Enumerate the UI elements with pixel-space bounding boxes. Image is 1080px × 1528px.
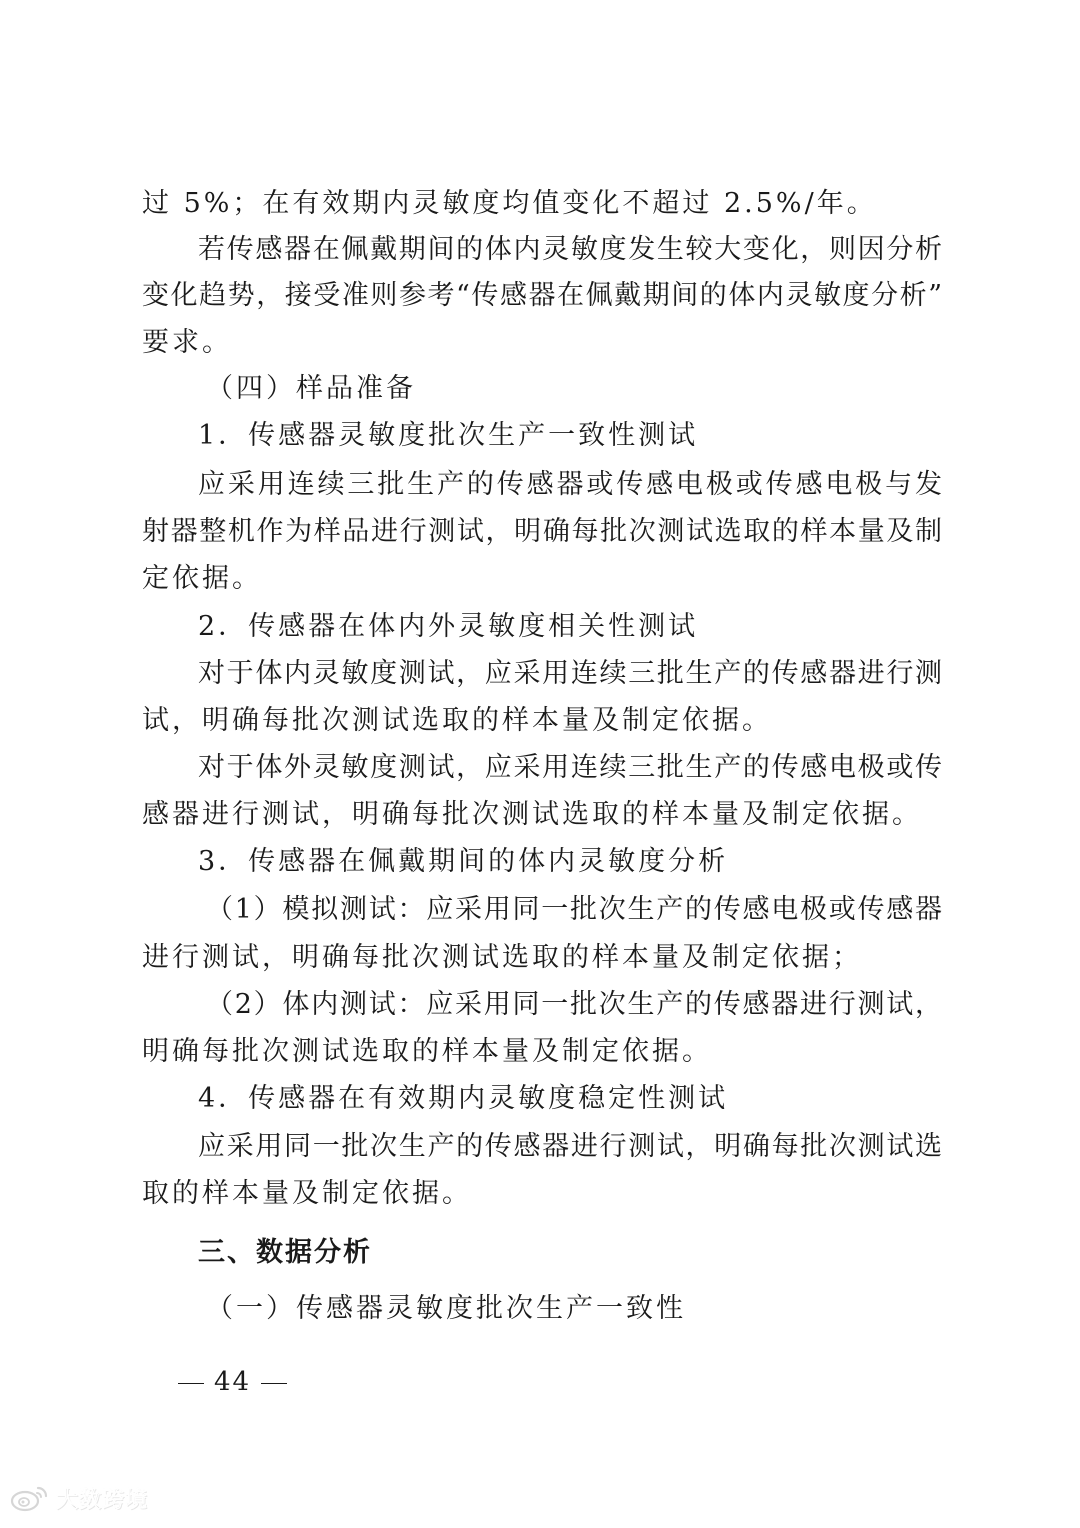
paragraph-line: （2）体内测试：应采用同一批次生产的传感器进行测试，: [206, 989, 942, 1020]
paragraph-line: 对于体内灵敏度测试，应采用连续三批生产的传感器进行测: [198, 658, 942, 689]
subsection-heading: 3．传感器在佩戴期间的体内灵敏度分析: [198, 846, 729, 877]
page-number: [168, 1362, 297, 1402]
dash-left: [178, 1383, 204, 1384]
text-line: 进行测试，明确每批次测试选取的样本量及制定依据；: [142, 942, 862, 973]
text-line: 取的样本量及制定依据。: [142, 1178, 472, 1209]
paragraph-line: 若传感器在佩戴期间的体内灵敏度发生较大变化，则因分析: [198, 234, 942, 265]
chapter-heading-data-analysis: 三、数据分析: [198, 1237, 372, 1268]
text-line: 试，明确每批次测试选取的样本量及制定依据。: [142, 705, 772, 736]
paragraph-line: 变化趋势，接受准则参考“传感器在佩戴期间的体内灵敏度分析”: [142, 280, 942, 311]
watermark: [10, 1478, 148, 1518]
section-heading: （一）传感器灵敏度批次生产一致性: [206, 1293, 686, 1324]
weibo-logo-icon: [10, 1484, 50, 1512]
text-line: 要求。: [142, 327, 232, 358]
section-heading-samples: （四）样品准备: [206, 373, 416, 404]
subsection-heading: 4．传感器在有效期内灵敏度稳定性测试: [198, 1083, 729, 1114]
text-line: 明确每批次测试选取的样本量及制定依据。: [142, 1036, 712, 1067]
subsection-heading: 2．传感器在体内外灵敏度相关性测试: [198, 611, 699, 642]
text-line: 定依据。: [142, 563, 262, 594]
watermark-text: 大数跨境: [56, 1487, 149, 1513]
text-line: 感器进行测试，明确每批次测试选取的样本量及制定依据。: [142, 799, 922, 830]
text-line: 过 5%；在有效期内灵敏度均值变化不超过 2.5%/年。: [142, 188, 877, 219]
page-number-value: 44: [214, 1367, 252, 1397]
paragraph-line: （1）模拟测试：应采用同一批次生产的传感电极或传感器: [206, 894, 942, 925]
dash-right: [261, 1383, 287, 1384]
paragraph-line: 应采用连续三批生产的传感器或传感电极或传感电极与发: [198, 469, 942, 500]
paragraph-line: 应采用同一批次生产的传感器进行测试，明确每批次测试选: [198, 1131, 942, 1162]
paragraph-line: 对于体外灵敏度测试，应采用连续三批生产的传感电极或传: [198, 752, 942, 783]
subsection-heading: 1．传感器灵敏度批次生产一致性测试: [198, 420, 699, 451]
paragraph-line: 射器整机作为样品进行测试，明确每批次测试选取的样本量及制: [142, 516, 942, 547]
